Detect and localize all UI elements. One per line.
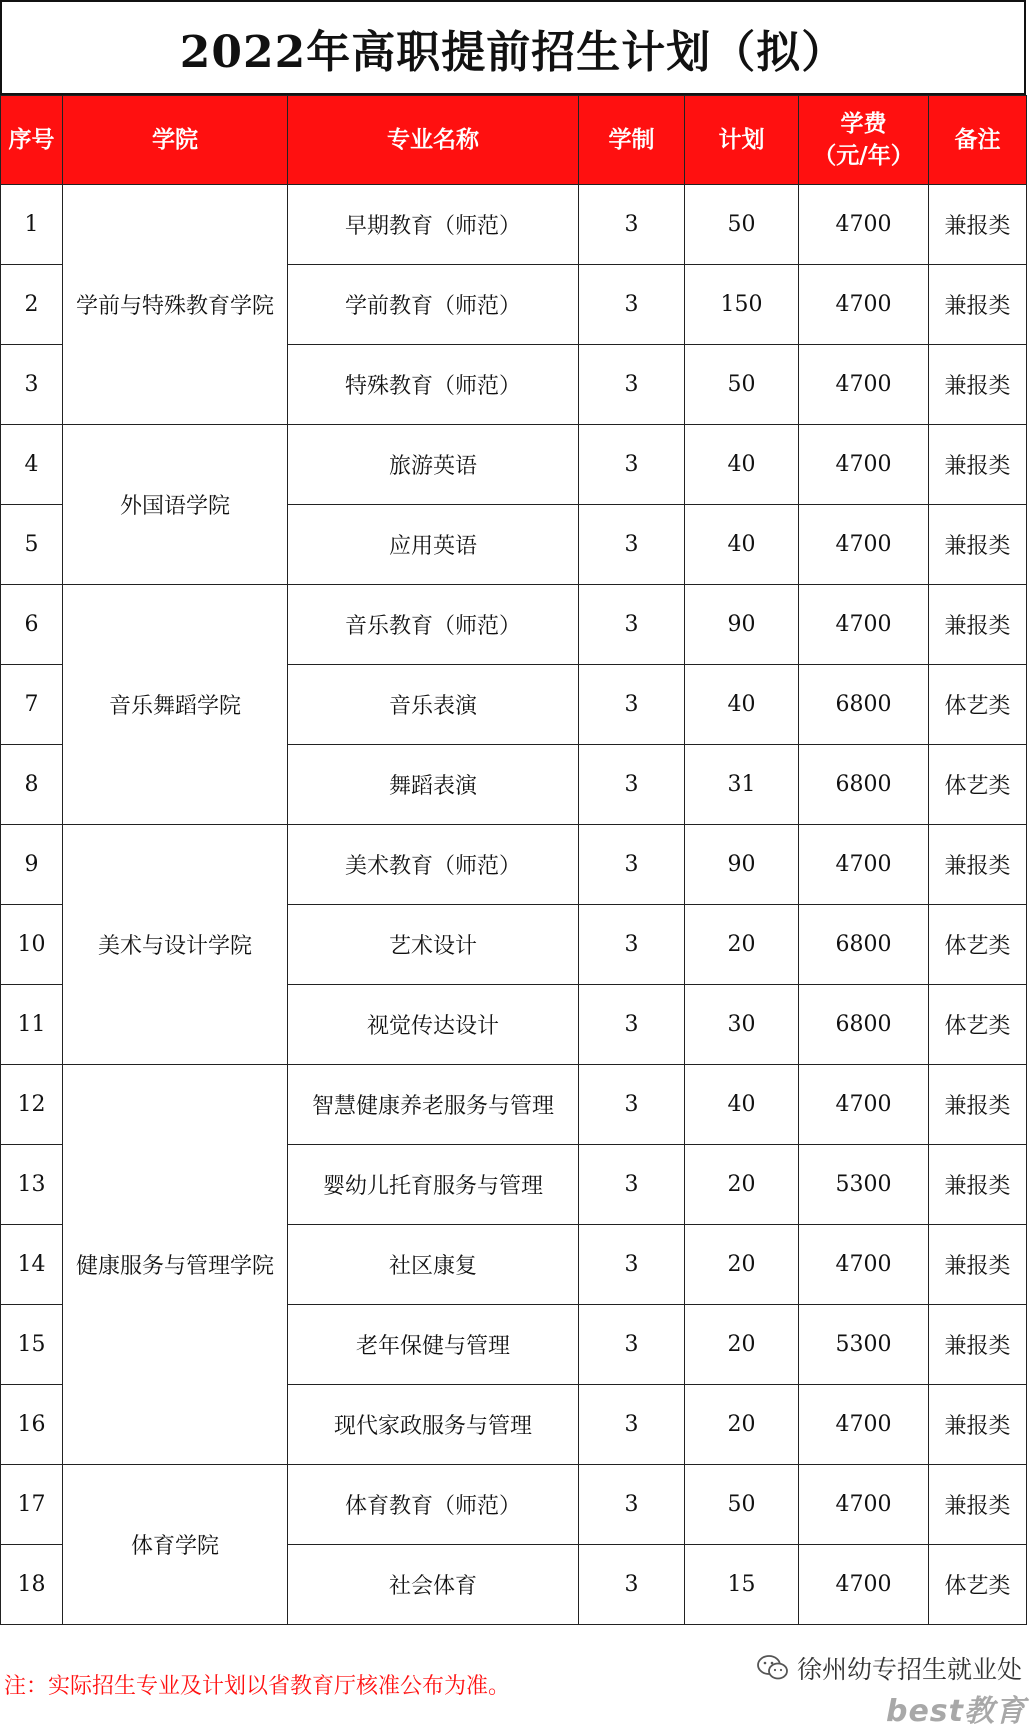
- header-fee: [799, 96, 929, 185]
- cell-note: 兼报类: [929, 585, 1027, 665]
- table-row: [1, 1465, 1027, 1545]
- cell-duration: 3: [579, 1305, 685, 1385]
- cell-note: 兼报类: [929, 345, 1027, 425]
- cell-duration: 3: [579, 985, 685, 1065]
- cell-note: 兼报类: [929, 185, 1027, 265]
- cell-plan: 30: [685, 985, 799, 1065]
- cell-college: 健康服务与管理学院: [63, 1065, 288, 1465]
- cell-major: 应用英语: [288, 505, 579, 585]
- cell-fee: 6800: [799, 665, 929, 745]
- cell-fee: 4700: [799, 1545, 929, 1625]
- cell-plan: 20: [685, 905, 799, 985]
- cell-note: 兼报类: [929, 1145, 1027, 1225]
- cell-duration: 3: [579, 505, 685, 585]
- cell-duration: 3: [579, 185, 685, 265]
- cell-index: 18: [1, 1545, 63, 1625]
- header-fee-line2: （元/年）: [813, 143, 914, 169]
- cell-note: 兼报类: [929, 505, 1027, 585]
- cell-note: 兼报类: [929, 265, 1027, 345]
- cell-duration: 3: [579, 665, 685, 745]
- cell-plan: 90: [685, 825, 799, 905]
- cell-major: 音乐教育（师范）: [288, 585, 579, 665]
- cell-fee: 4700: [799, 505, 929, 585]
- cell-fee: 4700: [799, 585, 929, 665]
- cell-plan: 20: [685, 1225, 799, 1305]
- cell-note: 兼报类: [929, 1465, 1027, 1545]
- cell-major: 音乐表演: [288, 665, 579, 745]
- cell-plan: 40: [685, 425, 799, 505]
- cell-college: 外国语学院: [63, 425, 288, 585]
- cell-duration: 3: [579, 1385, 685, 1465]
- cell-duration: 3: [579, 825, 685, 905]
- cell-plan: 40: [685, 505, 799, 585]
- cell-major: 智慧健康养老服务与管理: [288, 1065, 579, 1145]
- footer: [0, 1642, 1032, 1729]
- table-row: [1, 185, 1027, 265]
- cell-fee: 5300: [799, 1305, 929, 1385]
- cell-index: 7: [1, 665, 63, 745]
- cell-duration: 3: [579, 1225, 685, 1305]
- cell-index: 1: [1, 185, 63, 265]
- watermark-account-name: 徐州幼专招生就业处: [796, 1655, 1022, 1684]
- table-header-row: [1, 96, 1027, 185]
- cell-major: 婴幼儿托育服务与管理: [288, 1145, 579, 1225]
- cell-fee: 4700: [799, 185, 929, 265]
- wechat-icon: [757, 1654, 789, 1682]
- cell-major: 社会体育: [288, 1545, 579, 1625]
- cell-index: 2: [1, 265, 63, 345]
- cell-major: 艺术设计: [288, 905, 579, 985]
- cell-duration: 3: [579, 905, 685, 985]
- cell-index: 6: [1, 585, 63, 665]
- cell-duration: 3: [579, 1145, 685, 1225]
- cell-fee: 4700: [799, 1385, 929, 1465]
- cell-college: 音乐舞蹈学院: [63, 585, 288, 825]
- cell-major: 舞蹈表演: [288, 745, 579, 825]
- cell-plan: 31: [685, 745, 799, 825]
- cell-major: 视觉传达设计: [288, 985, 579, 1065]
- cell-index: 5: [1, 505, 63, 585]
- cell-plan: 150: [685, 265, 799, 345]
- cell-major: 体育教育（师范）: [288, 1465, 579, 1545]
- watermark-account: [757, 1650, 1022, 1686]
- cell-major: 老年保健与管理: [288, 1305, 579, 1385]
- cell-duration: 3: [579, 745, 685, 825]
- cell-duration: 3: [579, 345, 685, 425]
- cell-plan: 50: [685, 345, 799, 425]
- cell-index: 17: [1, 1465, 63, 1545]
- cell-major: 美术教育（师范）: [288, 825, 579, 905]
- cell-college: 美术与设计学院: [63, 825, 288, 1065]
- cell-fee: 4700: [799, 1065, 929, 1145]
- cell-plan: 20: [685, 1305, 799, 1385]
- cell-fee: 6800: [799, 905, 929, 985]
- cell-index: 4: [1, 425, 63, 505]
- cell-plan: 20: [685, 1385, 799, 1465]
- cell-note: 体艺类: [929, 905, 1027, 985]
- cell-major: 特殊教育（师范）: [288, 345, 579, 425]
- cell-duration: 3: [579, 265, 685, 345]
- cell-fee: 6800: [799, 985, 929, 1065]
- cell-index: 13: [1, 1145, 63, 1225]
- header-duration: 学制: [579, 96, 685, 185]
- cell-plan: 50: [685, 185, 799, 265]
- cell-fee: 4700: [799, 1225, 929, 1305]
- cell-index: 8: [1, 745, 63, 825]
- cell-note: 体艺类: [929, 665, 1027, 745]
- header-index: 序号: [1, 96, 63, 185]
- cell-duration: 3: [579, 1545, 685, 1625]
- cell-plan: 40: [685, 1065, 799, 1145]
- cell-index: 15: [1, 1305, 63, 1385]
- cell-major: 社区康复: [288, 1225, 579, 1305]
- cell-note: 体艺类: [929, 745, 1027, 825]
- cell-note: 兼报类: [929, 1225, 1027, 1305]
- cell-major: 现代家政服务与管理: [288, 1385, 579, 1465]
- cell-duration: 3: [579, 425, 685, 505]
- cell-duration: 3: [579, 585, 685, 665]
- cell-college: 体育学院: [63, 1465, 288, 1625]
- cell-plan: 15: [685, 1545, 799, 1625]
- table-row: [1, 1065, 1027, 1145]
- footnote: 注：实际招生专业及计划以省教育厅核准公布为准。: [4, 1674, 511, 1699]
- cell-plan: 20: [685, 1145, 799, 1225]
- header-fee-line1: 学费: [840, 111, 887, 137]
- table-row: [1, 585, 1027, 665]
- cell-index: 12: [1, 1065, 63, 1145]
- header-major: 专业名称: [288, 96, 579, 185]
- cell-college: 学前与特殊教育学院: [63, 185, 288, 425]
- cell-fee: 4700: [799, 345, 929, 425]
- cell-duration: 3: [579, 1465, 685, 1545]
- cell-note: 兼报类: [929, 1065, 1027, 1145]
- table-row: [1, 425, 1027, 505]
- cell-note: 兼报类: [929, 1305, 1027, 1385]
- cell-index: 11: [1, 985, 63, 1065]
- cell-note: 兼报类: [929, 1385, 1027, 1465]
- plan-table: [0, 95, 1027, 1625]
- cell-duration: 3: [579, 1065, 685, 1145]
- header-college: 学院: [63, 96, 288, 185]
- cell-major: 早期教育（师范）: [288, 185, 579, 265]
- page-title: 2022年高职提前招生计划（拟）: [0, 0, 1026, 95]
- table-row: [1, 825, 1027, 905]
- cell-fee: 6800: [799, 745, 929, 825]
- cell-index: 3: [1, 345, 63, 425]
- table-body: [1, 185, 1027, 1625]
- cell-index: 16: [1, 1385, 63, 1465]
- cell-index: 9: [1, 825, 63, 905]
- cell-fee: 4700: [799, 425, 929, 505]
- cell-fee: 4700: [799, 1465, 929, 1545]
- cell-major: 学前教育（师范）: [288, 265, 579, 345]
- header-plan: 计划: [685, 96, 799, 185]
- cell-index: 10: [1, 905, 63, 985]
- cell-plan: 40: [685, 665, 799, 745]
- cell-note: 体艺类: [929, 985, 1027, 1065]
- cell-plan: 50: [685, 1465, 799, 1545]
- watermark-brand: best教育: [885, 1694, 1026, 1729]
- cell-plan: 90: [685, 585, 799, 665]
- cell-fee: 4700: [799, 825, 929, 905]
- cell-fee: 5300: [799, 1145, 929, 1225]
- cell-note: 兼报类: [929, 825, 1027, 905]
- cell-index: 14: [1, 1225, 63, 1305]
- cell-major: 旅游英语: [288, 425, 579, 505]
- cell-fee: 4700: [799, 265, 929, 345]
- header-note: 备注: [929, 96, 1027, 185]
- cell-note: 兼报类: [929, 425, 1027, 505]
- cell-note: 体艺类: [929, 1545, 1027, 1625]
